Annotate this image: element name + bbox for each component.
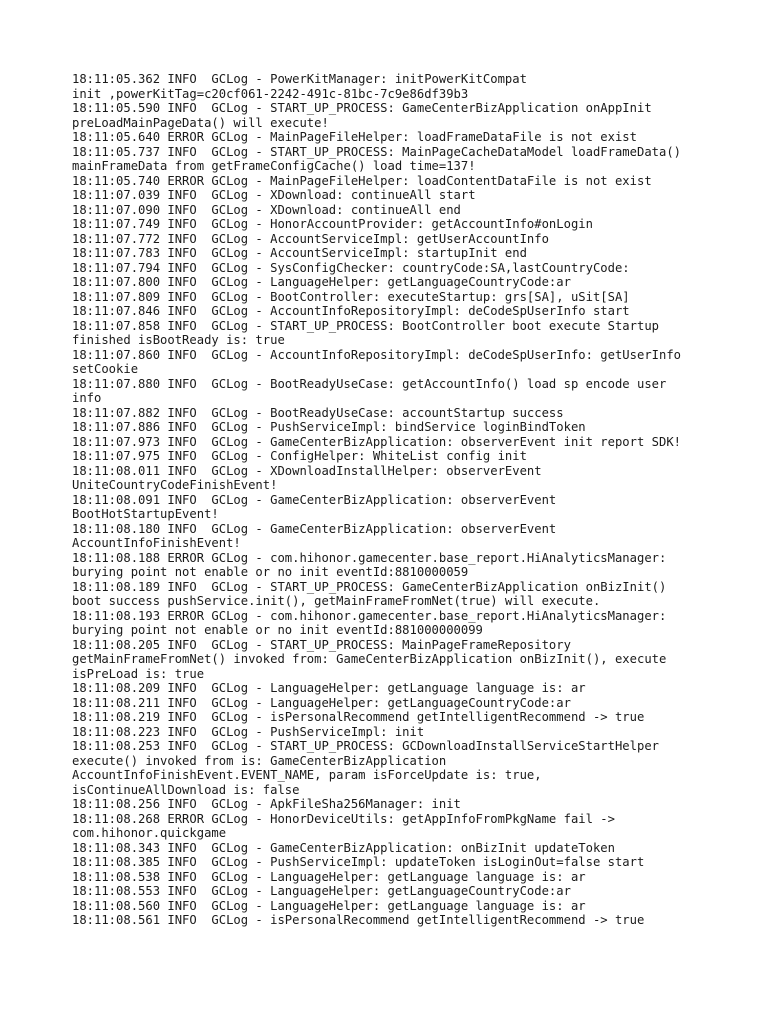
log-entry: 18:11:08.205 INFO GCLog - START_UP_PROCESS: MainPageFrameRepository getMainFrameFromNet() invoked from: GameCenterBizApplication onBizInit(), execute isPreLoad is: true — [72, 637, 667, 681]
log-entry: 18:11:07.975 INFO GCLog - ConfigHelper: WhiteList config init — [72, 449, 527, 463]
log-entry: 18:11:07.749 INFO GCLog - HonorAccountProvider: getAccountInfo#onLogin — [72, 217, 593, 231]
log-entry: 18:11:08.560 INFO GCLog - LanguageHelper: getLanguage language is: ar — [72, 898, 586, 913]
log-entry: 18:11:07.846 INFO GCLog - AccountInfoRepositoryImpl: deCodeSpUserInfo start — [72, 304, 630, 318]
log-entry: 18:11:08.385 INFO GCLog - PushServiceImpl: updateToken isLoginOut=false start — [72, 855, 645, 869]
log-entry: 18:11:08.256 INFO GCLog - ApkFileSha256Manager: init — [72, 797, 461, 811]
log-document — [72, 72, 712, 928]
log-entry: 18:11:08.011 INFO GCLog - XDownloadInstallHelper: observerEvent UniteCountryCodeFinishEvent! — [72, 463, 542, 492]
log-entry: 18:11:07.973 INFO GCLog - GameCenterBizApplication: observerEvent init report SDK! — [72, 434, 682, 449]
log-entry: 18:11:05.740 ERROR GCLog - MainPageFileHelper: loadContentDataFile is not exist — [72, 173, 652, 188]
log-entry: 18:11:08.211 INFO GCLog - LanguageHelper: getLanguageCountryCode:ar — [72, 695, 571, 710]
log-entry: 18:11:08.561 INFO GCLog - isPersonalRecommend getIntelligentRecommend -> true — [72, 913, 645, 927]
log-entry: 18:11:05.590 INFO GCLog - START_UP_PROCESS: GameCenterBizApplication onAppInit preLoadMainPageData() will execute! — [72, 101, 652, 130]
log-entry: 18:11:07.039 INFO GCLog - XDownload: continueAll start — [72, 188, 476, 202]
log-entry: 18:11:08.091 INFO GCLog - GameCenterBizApplication: observerEvent BootHotStartupEvent! — [72, 492, 557, 521]
log-entry: 18:11:08.268 ERROR GCLog - HonorDeviceUtils: getAppInfoFromPkgName fail -> com.hihonor.quickgame — [72, 811, 615, 840]
log-entry: 18:11:08.343 INFO GCLog - GameCenterBizApplication: onBizInit updateToken — [72, 840, 615, 855]
log-entry: 18:11:07.886 INFO GCLog - PushServiceImpl: bindService loginBindToken — [72, 420, 586, 434]
log-entry: 18:11:07.783 INFO GCLog - AccountServiceImpl: startupInit end — [72, 246, 527, 260]
log-entry: 18:11:07.882 INFO GCLog - BootReadyUseCase: accountStartup success — [72, 405, 564, 420]
log-entry: 18:11:07.880 INFO GCLog - BootReadyUseCase: getAccountInfo() load sp encode user info — [72, 376, 667, 405]
log-entry: 18:11:05.737 INFO GCLog - START_UP_PROCESS: MainPageCacheDataModel loadFrameData() mainFrameData from getFrameConfigCache() load time=137! — [72, 144, 682, 173]
log-entry: 18:11:07.772 INFO GCLog - AccountServiceImpl: getUserAccountInfo — [72, 231, 549, 246]
log-entry: 18:11:08.538 INFO GCLog - LanguageHelper: getLanguage language is: ar — [72, 869, 586, 884]
log-entry: 18:11:08.223 INFO GCLog - PushServiceImpl: init — [72, 724, 425, 739]
log-entry: 18:11:08.193 ERROR GCLog - com.hihonor.gamecenter.base_report.HiAnalyticsManager: burying point not enable or no init eventId:881000000099 — [72, 608, 667, 637]
log-entry: 18:11:07.800 INFO GCLog - LanguageHelper: getLanguageCountryCode:ar — [72, 275, 571, 289]
log-entry: 18:11:07.794 INFO GCLog - SysConfigChecker: countryCode:SA,lastCountryCode: — [72, 260, 630, 275]
log-entry: 18:11:08.189 INFO GCLog - START_UP_PROCESS: GameCenterBizApplication onBizInit() boot success pushService.init(), getMainFrameFromNet(true) will execute. — [72, 579, 667, 608]
log-entry: 18:11:07.858 INFO GCLog - START_UP_PROCESS: BootController boot execute Startup finished isBootReady is: true — [72, 318, 659, 347]
log-entry: 18:11:07.809 INFO GCLog - BootController: executeStartup: grs[SA], uSit[SA] — [72, 289, 630, 304]
log-entry: 18:11:05.640 ERROR GCLog - MainPageFileHelper: loadFrameDataFile is not exist — [72, 130, 637, 144]
log-lines — [72, 72, 712, 928]
log-entry: 18:11:08.253 INFO GCLog - START_UP_PROCESS: GCDownloadInstallServiceStartHelper execute() invoked from is: GameCenterBizApplication AccountInfoFinishEvent.EVENT_NAME, param isForceUpdate is: true, isContinueAllDownload is: false — [72, 739, 659, 797]
log-entry: 18:11:08.553 INFO GCLog - LanguageHelper: getLanguageCountryCode:ar — [72, 884, 571, 898]
log-entry: 18:11:08.209 INFO GCLog - LanguageHelper: getLanguage language is: ar — [72, 681, 586, 695]
log-entry: 18:11:07.860 INFO GCLog - AccountInfoRepositoryImpl: deCodeSpUserInfo: getUserInfo setCookie — [72, 347, 682, 376]
log-entry: 18:11:08.180 INFO GCLog - GameCenterBizApplication: observerEvent AccountInfoFinishEvent! — [72, 521, 557, 550]
log-entry: 18:11:07.090 INFO GCLog - XDownload: continueAll end — [72, 202, 461, 217]
log-entry: 18:11:08.219 INFO GCLog - isPersonalRecommend getIntelligentRecommend -> true — [72, 710, 645, 724]
log-entry: 18:11:08.188 ERROR GCLog - com.hihonor.gamecenter.base_report.HiAnalyticsManager: burying point not enable or no init eventId:8810000059 — [72, 550, 667, 579]
log-entry: 18:11:05.362 INFO GCLog - PowerKitManager: initPowerKitCompat init ,powerKitTag=c20cf061-2242-491c-81bc-7c9e86df39b3 — [72, 72, 527, 101]
